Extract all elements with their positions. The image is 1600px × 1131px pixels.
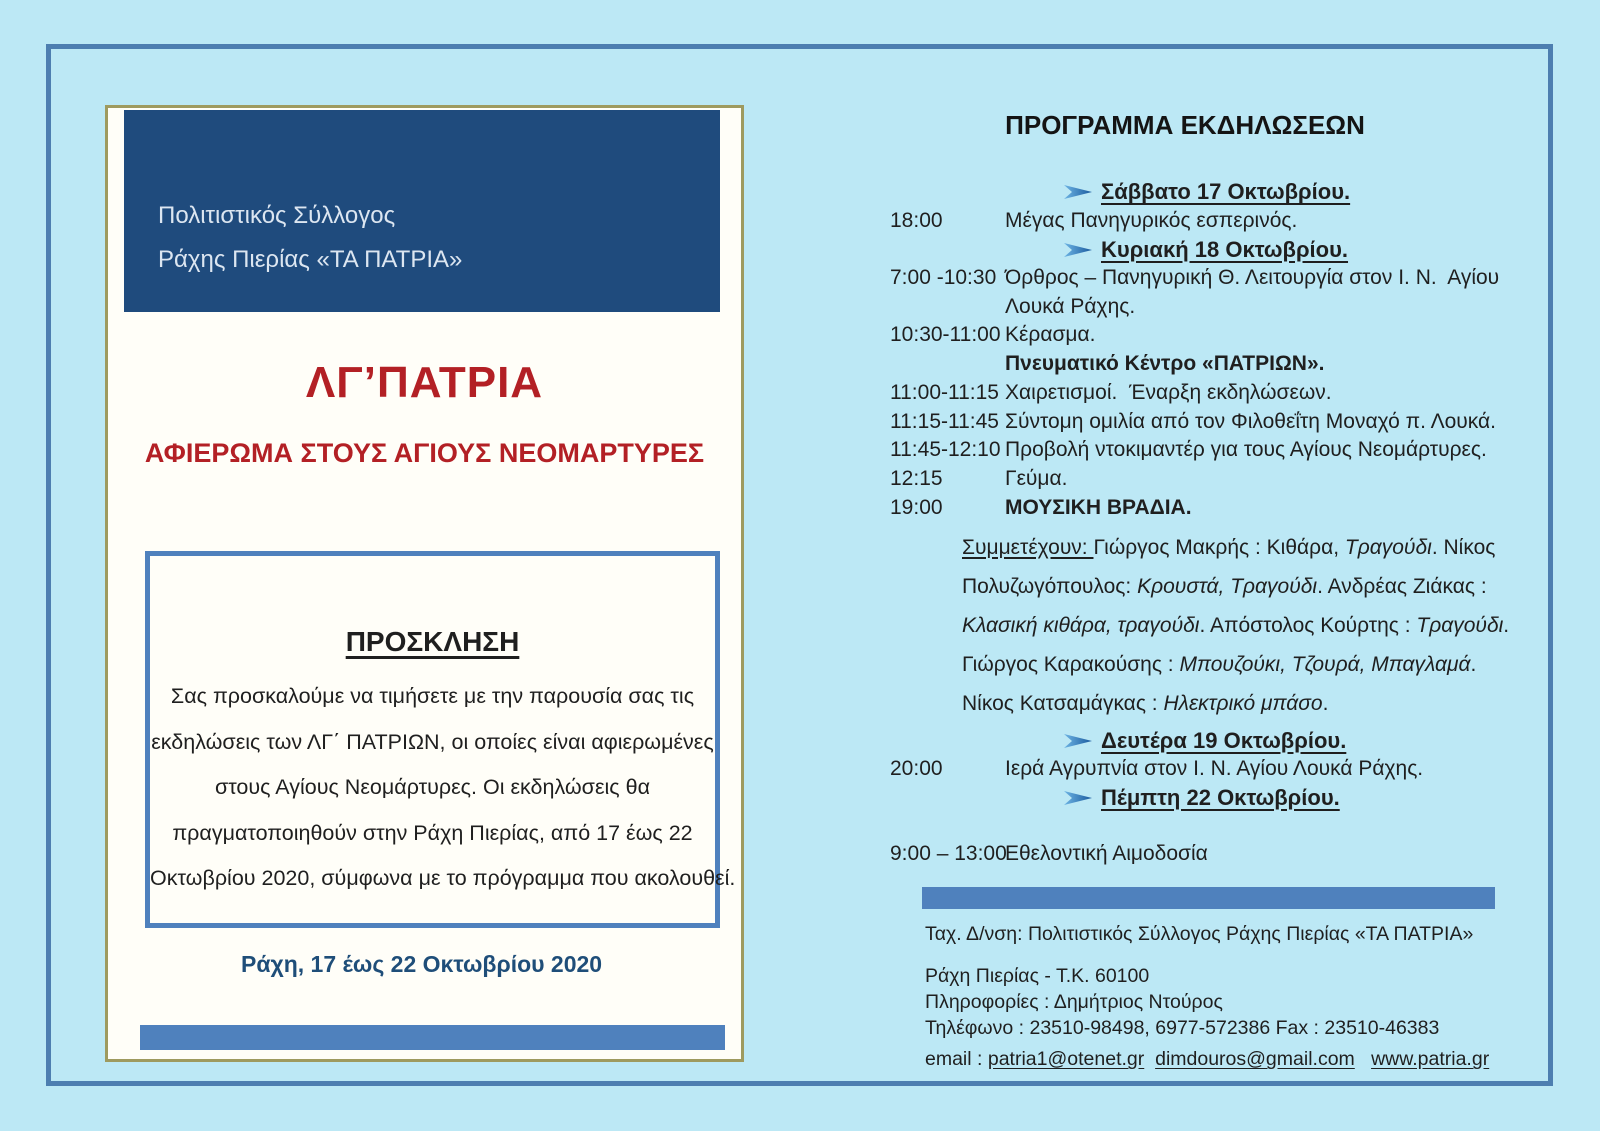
- event-subtitle: ΑΦΙΕΡΩΜΑ ΣΤΟΥΣ ΑΓΙΟΥΣ ΝΕΟΜΑΡΤΥΡΕΣ: [144, 438, 705, 468]
- schedule-row: [890, 207, 1515, 236]
- schedule-time: 11:45-12:10: [890, 438, 1001, 462]
- decorative-bar: [140, 1025, 725, 1050]
- schedule-row: [890, 321, 1515, 350]
- schedule-time: 18:00: [890, 208, 943, 232]
- participant-line: [890, 645, 1515, 684]
- arrow-icon: [1063, 731, 1093, 751]
- schedule-text: Πνευματικό Κέντρο «ΠΑΤΡΙΩΝ».: [1005, 352, 1325, 376]
- contact-line: Ράχη Πιερίας - Τ.Κ. 60100: [925, 965, 1150, 987]
- footer-bar: [922, 887, 1495, 909]
- invitation-card: [105, 105, 744, 1062]
- invitation-text: [150, 674, 736, 902]
- org-name-line2: Ράχης Πιερίας «ΤΑ ΠΑΤΡΙΑ»: [158, 246, 463, 273]
- date-header-row: [890, 726, 1515, 755]
- participant-text: .: [1470, 653, 1477, 677]
- email-link-dimdouros[interactable]: dimdouros@gmail.com: [1155, 1048, 1355, 1071]
- schedule-text: Ιερά Αγρυπνία στον Ι. Ν. Αγίου Λουκά Ράχης.: [1005, 756, 1424, 780]
- schedule-text: Σύντομη ομιλία από τον Φιλοθεΐτη Μοναχό π. Λουκά.: [1005, 409, 1496, 433]
- schedule-row: [890, 379, 1515, 408]
- participant-text: . Ανδρέας Ζιάκας :: [1317, 575, 1487, 599]
- card-header: [124, 110, 720, 312]
- email-label: [1355, 1048, 1371, 1070]
- invitation-heading: ΠΡΟΣΚΛΗΣΗ: [345, 626, 520, 657]
- schedule-text: Όρθρος – Πανηγυρική Θ. Λειτουργία στον Ι. Ν. Αγίου: [1005, 266, 1500, 290]
- schedule-row: [890, 494, 1515, 523]
- participant-line: [890, 567, 1515, 606]
- event-title: ΛΓ’ΠΑΤΡΙΑ: [305, 358, 544, 407]
- schedule-time: 11:00-11:15: [890, 380, 999, 404]
- invitation-box: [145, 551, 736, 928]
- contact-email-line: [925, 1048, 1515, 1071]
- schedule-time: 11:15-11:45: [890, 409, 999, 433]
- date-header-label: Πέμπτη 22 Οκτωβρίου.: [1101, 784, 1340, 810]
- email-link-patria[interactable]: patria1@otenet.gr: [987, 1048, 1145, 1071]
- arrow-icon: [1063, 240, 1093, 260]
- schedule-time: 20:00: [890, 756, 943, 780]
- program-pane: [890, 110, 1515, 1071]
- schedule-time: 10:30-11:00: [890, 323, 1001, 347]
- schedule-row: [890, 264, 1515, 293]
- org-name-line1: Πολιτιστικός Σύλλογος: [158, 202, 396, 229]
- schedule-row: [890, 436, 1515, 465]
- schedule-row: [890, 408, 1515, 437]
- participant-text: Γιώργος Καρακούσης :: [962, 653, 1180, 677]
- participant-line: [890, 606, 1515, 645]
- participant-text: Γιώργος Μακρής : Κιθάρα,: [1093, 536, 1345, 560]
- invitation-text-line: πραγματοποιηθούν στην Ράχη Πιερίας, από 17 έως 22: [172, 820, 693, 845]
- invitation-text-line: εκδηλώσεις των ΛΓ΄ ΠΑΤΡΙΩΝ, οι οποίες είναι αφιερωμένες: [151, 729, 714, 754]
- participant-text: Νίκος Κατσαμάγκας :: [962, 692, 1164, 716]
- schedule-row: [890, 293, 1515, 322]
- date-header-label: Σάββατο 17 Οκτωβρίου.: [1101, 179, 1351, 205]
- participant-text: Κρουστά, Τραγούδι: [1137, 575, 1318, 599]
- website-link[interactable]: www.patria.gr: [1371, 1048, 1490, 1071]
- schedule-text: Γεύμα.: [1005, 466, 1068, 490]
- invitation-text-line: Οκτωβρίου 2020, σύμφωνα με το πρόγραμμα που ακολουθεί.: [150, 866, 736, 890]
- email-label: email :: [925, 1048, 988, 1071]
- date-header-row: [890, 235, 1515, 264]
- schedule-text: Χαιρετισμοί. Έναρξη εκδηλώσεων.: [1005, 380, 1332, 404]
- date-header-row: [890, 178, 1515, 207]
- schedule-row: [890, 755, 1515, 784]
- program-title: ΠΡΟΓΡΑΜΜΑ ΕΚΔΗΛΩΣΕΩΝ: [1005, 110, 1365, 140]
- email-label: [1144, 1048, 1155, 1070]
- participants-label: Συμμετέχουν:: [962, 536, 1094, 560]
- schedule-time: [890, 350, 1005, 379]
- schedule-text: Μέγας Πανηγυρικός εσπερινός.: [1005, 208, 1298, 232]
- schedule-time: [890, 293, 1005, 322]
- participant-text: Μπουζούκι, Τζουρά, Μπαγλαμά: [1179, 653, 1471, 677]
- participant-text: Πολυζωγόπουλος:: [962, 575, 1138, 599]
- schedule-time: 19:00: [890, 495, 943, 519]
- schedule-time: 7:00 -10:30: [890, 266, 997, 290]
- schedule-time: 9:00 – 13:00: [890, 842, 1007, 866]
- contact-line: Τηλέφωνο : 23510-98498, 6977-572386 Fax : 23510-46383: [925, 1016, 1440, 1039]
- schedule-row: [890, 350, 1515, 379]
- schedule-row: [890, 840, 1515, 869]
- schedule-text: Προβολή ντοκιμαντέρ για τους Αγίους Νεομάρτυρες.: [1005, 438, 1487, 462]
- contact-lines: [890, 964, 1515, 1041]
- contact-line: Πληροφορίες : Δημήτριος Ντούρος: [925, 990, 1223, 1013]
- schedule-text: Κέρασμα.: [1005, 323, 1096, 347]
- program-schedule: [890, 178, 1515, 869]
- schedule-text: ΜΟΥΣΙΚΗ ΒΡΑΔΙΑ.: [1005, 495, 1192, 519]
- date-header-label: Δευτέρα 19 Οκτωβρίου.: [1101, 727, 1347, 753]
- schedule-text: Εθελοντική Αιμοδοσία: [1005, 842, 1208, 866]
- schedule-time: 12:15: [890, 466, 943, 490]
- contact-address: Ταχ. Δ/νση: Πολιτιστικός Σύλλογος Ράχης Πιερίας «ΤΑ ΠΑΤΡΙΑ»: [925, 923, 1474, 945]
- participant-text: Κλασική κιθάρα, τραγούδι: [962, 614, 1200, 638]
- participant-line: [890, 528, 1515, 567]
- participant-text: Τραγούδι: [1416, 614, 1504, 638]
- invitation-text-line: Σας προσκαλούμε να τιμήσετε με την παρουσία σας τις: [170, 684, 695, 708]
- participant-text: . Απόστολος Κούρτης :: [1199, 614, 1417, 638]
- date-header-row: [890, 784, 1515, 813]
- schedule-row: [890, 465, 1515, 494]
- arrow-icon: [1063, 182, 1093, 202]
- participant-text: .: [1322, 692, 1329, 716]
- arrow-icon: [1063, 788, 1093, 808]
- event-dates: Ράχη, 17 έως 22 Οκτωβρίου 2020: [241, 951, 603, 977]
- participant-text: .: [1503, 614, 1510, 638]
- invitation-text-line: στους Αγίους Νεομάρτυρες. Οι εκδηλώσεις θα: [214, 775, 651, 799]
- participants-block: [890, 528, 1515, 723]
- participant-text: Τραγούδι: [1344, 536, 1432, 560]
- participant-line: [890, 684, 1515, 723]
- participant-text: . Νίκος: [1431, 536, 1496, 560]
- schedule-text: Λουκά Ράχης.: [1005, 294, 1136, 318]
- date-header-label: Κυριακή 18 Οκτωβρίου.: [1101, 236, 1349, 262]
- participant-text: Ηλεκτρικό μπάσο: [1163, 692, 1323, 716]
